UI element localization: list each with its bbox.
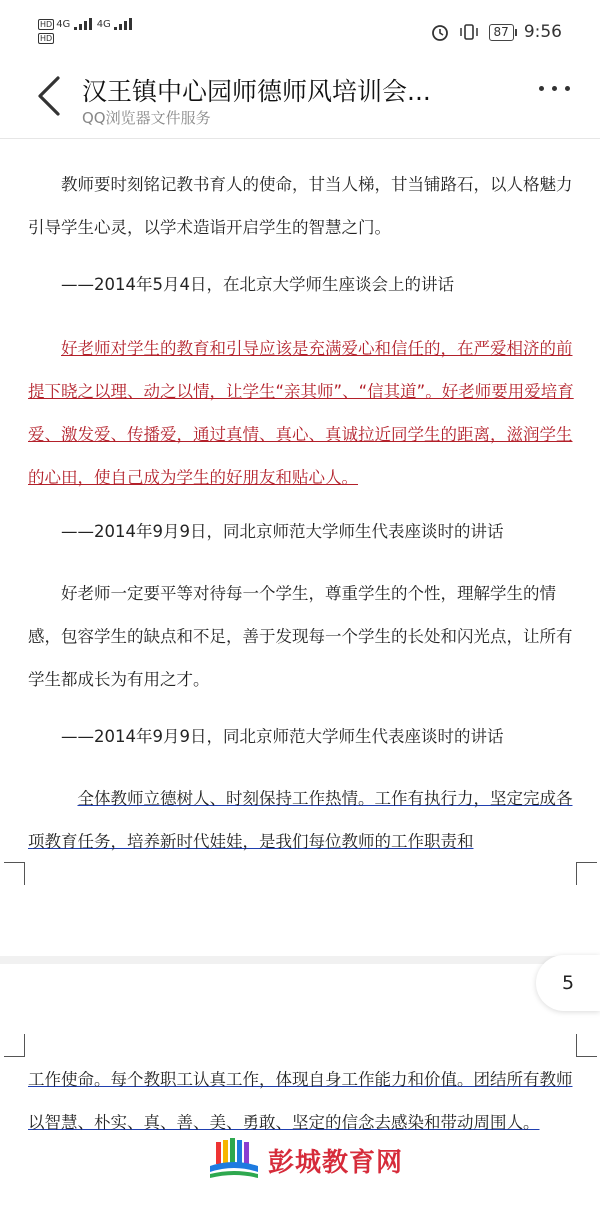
signal-icon xyxy=(74,18,94,30)
page-number-indicator[interactable]: 5 xyxy=(536,955,600,1011)
quote-source-3: ——2014年9月9日，同北京师范大学师生代表座谈时的讲话 xyxy=(61,727,504,746)
page-corner-mark xyxy=(576,1034,597,1057)
signal-icon-2 xyxy=(114,18,134,30)
site-watermark xyxy=(208,1138,403,1182)
more-options-icon[interactable] xyxy=(539,86,570,91)
paragraph-4-part1-text: 全体教师立德树人、时刻保持工作热情。工作有执行力，坚定完成各项教育任务，培养新时代娃娃，是我们每位教师的工作职责和 xyxy=(28,789,573,851)
page-separator xyxy=(0,956,600,964)
status-bar xyxy=(0,0,600,62)
clock: 9:56 xyxy=(523,22,562,42)
status-right xyxy=(431,22,562,42)
paragraph-3: 好老师一定要平等对待每一个学生，尊重学生的个性，理解学生的情感，包容学生的缺点和不足，善于发现每一个学生的长处和闪光点，让所有学生都成长为有用之才。 xyxy=(28,584,573,689)
document-title: 汉王镇中心园师德师风培训会... xyxy=(82,77,431,106)
network-type: 4G xyxy=(56,19,71,30)
quote-source-1: ——2014年5月4日，在北京大学师生座谈会上的讲话 xyxy=(61,275,454,294)
app-header xyxy=(0,62,600,139)
hd-badge-2: HD xyxy=(40,34,53,43)
page-corner-mark xyxy=(576,862,597,885)
back-icon[interactable] xyxy=(32,74,72,118)
page-corner-mark xyxy=(4,862,25,885)
paragraph-4-part1 xyxy=(28,777,580,863)
alarm-icon xyxy=(431,23,449,41)
paragraph-2-highlighted xyxy=(28,327,580,499)
watermark-text: 彭城教育网 xyxy=(268,1147,404,1178)
paragraph-1: 教师要时刻铭记教书育人的使命，甘当人梯，甘当铺路石，以人格魅力引导学生心灵，以学术造诣开启学生的智慧之门。 xyxy=(28,175,573,237)
network-type-2: 4G xyxy=(96,19,111,30)
paragraph-4-part2 xyxy=(28,1058,580,1144)
book-logo-icon xyxy=(208,1138,260,1182)
paragraph-2-text: 好老师对学生的教育和引导应该是充满爱心和信任的，在严爱相济的前提下晓之以理、动之以情，让学生“亲其师”、“信其道”。好老师要用爱培育爱、激发爱、传播爱，通过真情、真心、真诚拉近同学生的距离，滋润学生的心田，使自己成为学生的好朋友和贴心人。 xyxy=(28,339,574,487)
hd-badge: HD xyxy=(40,20,53,29)
vibrate-icon xyxy=(459,23,479,41)
quote-source-2: ——2014年9月9日，同北京师范大学师生代表座谈时的讲话 xyxy=(61,522,504,541)
battery-level: 87 xyxy=(489,24,514,41)
page-corner-mark xyxy=(4,1034,25,1057)
network-indicators xyxy=(38,18,134,44)
document-source: QQ浏览器文件服务 xyxy=(82,109,211,127)
paragraph-4-part2-text: 工作使命。每个教职工认真工作，体现自身工作能力和价值。团结所有教师以智慧、朴实、真、善、美、勇敢、坚定的信念去感染和带动周围人。 xyxy=(28,1070,573,1132)
